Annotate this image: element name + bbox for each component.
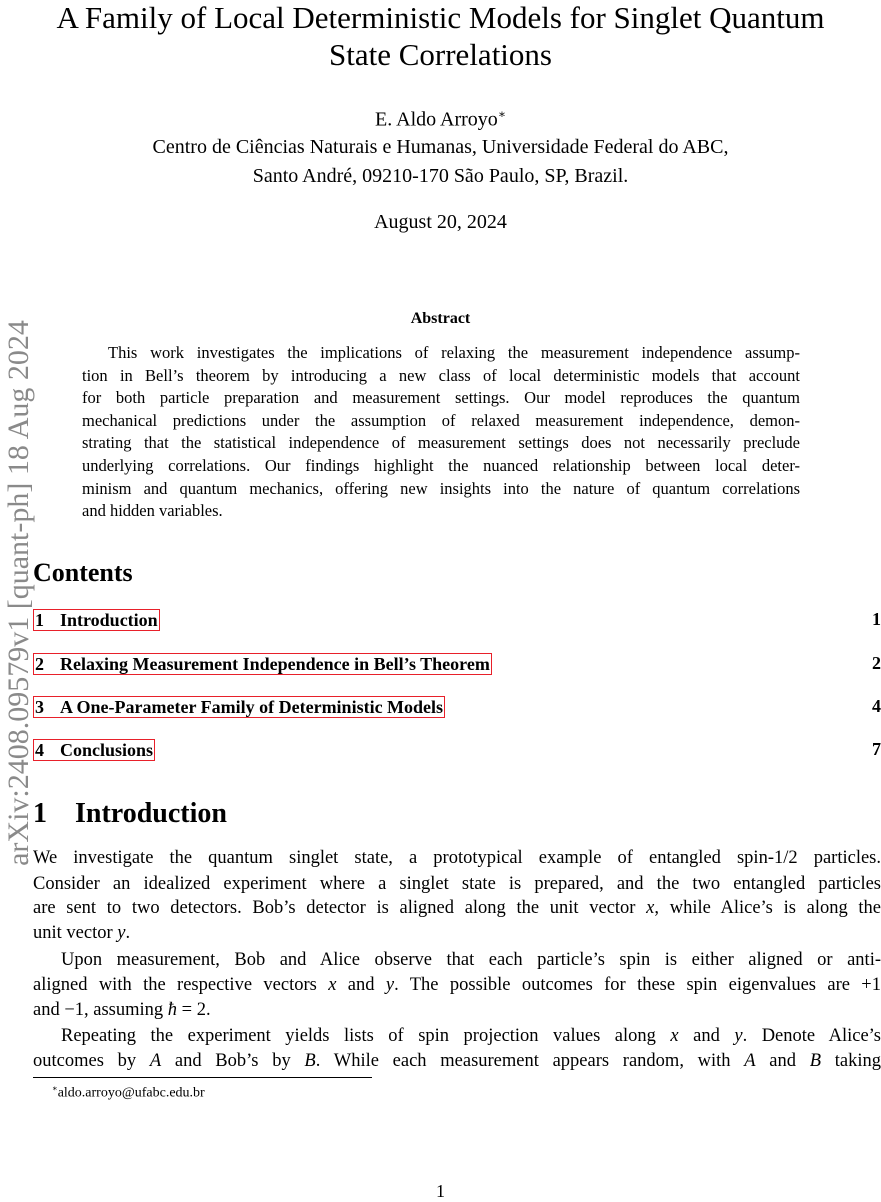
- text-run: , while Alice’s is along the: [654, 898, 881, 918]
- math-variable: A: [744, 1051, 756, 1071]
- toc-label: A One-Parameter Family of Deterministic Models: [60, 697, 444, 717]
- math-variable: B: [809, 1051, 822, 1071]
- toc-page: 2: [872, 653, 881, 673]
- affiliation-line-1: Centro de Ciências Naturais e Humanas, Universidade Federal do ABC,: [152, 136, 729, 158]
- abstract-line: and hidden variables.: [82, 501, 223, 521]
- arxiv-identifier-stamp: arXiv:2408.09579v1 [quant-ph] 18 Aug 2024: [2, 320, 35, 866]
- paragraph-line: [33, 975, 881, 996]
- toc-item[interactable]: [33, 653, 881, 675]
- abstract-line: tion in Bell’s theorem by introducing a new class of local deterministic models that account: [82, 365, 800, 385]
- toc-number: 2: [35, 654, 44, 674]
- abstract-line: minism and quantum mechanics, offering new insights into the nature of quantum correlations: [82, 478, 800, 498]
- contents-heading: Contents: [33, 558, 133, 587]
- footnote-mark: ∗: [52, 1084, 58, 1093]
- text-run: = 2.: [177, 1000, 211, 1020]
- paragraph-line: [61, 950, 881, 971]
- toc-label: Introduction: [60, 610, 158, 630]
- text-run: . The possible outcomes for these spin eigenvalues are +1: [394, 975, 881, 995]
- toc-link[interactable]: [33, 653, 492, 675]
- page-number: 1: [436, 1181, 445, 1201]
- paragraph-line: [33, 1051, 881, 1072]
- section-heading-introduction: [33, 798, 227, 830]
- abstract-line: mechanical predictions under the assumption of relaxed measurement independence, demon-: [82, 410, 800, 430]
- paper-date: August 20, 2024: [374, 211, 507, 233]
- text-run: outcomes by: [33, 1051, 150, 1071]
- text-run: and Bob’s by: [161, 1051, 305, 1071]
- footnote-rule: [33, 1077, 372, 1078]
- text-run: Upon measurement, Bob and Alice observe that each particle’s spin is either aligned or anti-: [61, 950, 881, 970]
- text-run: and −1, assuming: [33, 1000, 168, 1020]
- math-variable: x: [328, 975, 337, 995]
- toc-page: 7: [872, 739, 881, 759]
- abstract-line: for both particle preparation and measurement settings. Our model reproduces the quantum: [82, 388, 800, 408]
- math-variable: A: [149, 1051, 162, 1071]
- toc-number: 1: [35, 610, 44, 630]
- paper-title-line-2: State Correlations: [329, 37, 552, 72]
- text-run: . Denote Alice’s: [742, 1026, 881, 1046]
- paragraph-line: [33, 898, 881, 919]
- paragraph-line: [33, 848, 881, 869]
- author: [0, 107, 881, 132]
- toc-page: 4: [872, 696, 881, 716]
- math-variable: ħ: [167, 1000, 178, 1020]
- toc-number: 3: [35, 697, 44, 717]
- toc-label: Relaxing Measurement Independence in Bell’s Theorem: [60, 654, 490, 674]
- toc-link[interactable]: [33, 739, 155, 761]
- text-run: Consider an idealized experiment where a singlet state is prepared, and the two entangled particles: [33, 874, 881, 894]
- math-variable: y: [117, 923, 126, 943]
- section-title: Introduction: [75, 798, 227, 829]
- text-run: and: [755, 1051, 810, 1071]
- toc-page: 1: [872, 609, 881, 629]
- text-run: .: [125, 923, 131, 943]
- toc-number: 4: [35, 740, 44, 760]
- paragraph-line: [33, 923, 881, 944]
- toc-item[interactable]: [33, 609, 881, 631]
- text-run: are sent to two detectors. Bob’s detector is aligned along the unit vector: [33, 898, 647, 918]
- toc-item[interactable]: [33, 696, 881, 718]
- footnote: [52, 1083, 205, 1102]
- text-run: . While each measurement appears random, with: [315, 1051, 745, 1071]
- text-run: taking: [821, 1051, 881, 1071]
- text-run: and: [336, 975, 386, 995]
- toc-item[interactable]: [33, 739, 881, 761]
- text-run: and: [678, 1026, 735, 1046]
- abstract-heading: Abstract: [410, 310, 471, 327]
- author-footnote-mark[interactable]: ∗: [497, 107, 506, 121]
- author-name: E. Aldo Arroyo: [375, 108, 498, 131]
- math-variable: y: [385, 975, 395, 995]
- toc-label: Conclusions: [60, 740, 154, 760]
- math-variable: y: [734, 1026, 743, 1046]
- paragraph-line: [33, 874, 881, 895]
- text-run: Repeating the experiment yields lists of spin projection values along: [61, 1026, 671, 1046]
- text-run: unit vector: [33, 923, 118, 943]
- abstract-line: strating that the statistical independence of measurement settings does not necessarily preclude: [82, 433, 800, 453]
- abstract-line: underlying correlations. Our findings highlight the nuanced relationship between local deter-: [82, 456, 800, 475]
- math-variable: B: [304, 1051, 316, 1071]
- toc-link[interactable]: [33, 609, 160, 631]
- section-number: 1: [33, 798, 47, 829]
- math-variable: x: [646, 898, 655, 918]
- text-run: We investigate the quantum singlet state, a prototypical example of entangled spin-1/2 particles.: [33, 848, 881, 868]
- affiliation-line-2: Santo André, 09210-170 São Paulo, SP, Brazil.: [252, 165, 629, 187]
- abstract-line: This work investigates the implications of relaxing the measurement independence assump-: [108, 343, 800, 362]
- paragraph-line: [33, 1000, 881, 1021]
- paper-title-line-1: A Family of Local Deterministic Models for Singlet Quantum: [56, 0, 825, 35]
- footnote-email[interactable]: aldo.arroyo@ufabc.edu.br: [57, 1085, 205, 1101]
- math-variable: x: [670, 1026, 679, 1046]
- text-run: aligned with the respective vectors: [33, 975, 329, 995]
- paragraph-line: [61, 1026, 881, 1047]
- toc-link[interactable]: [33, 696, 445, 718]
